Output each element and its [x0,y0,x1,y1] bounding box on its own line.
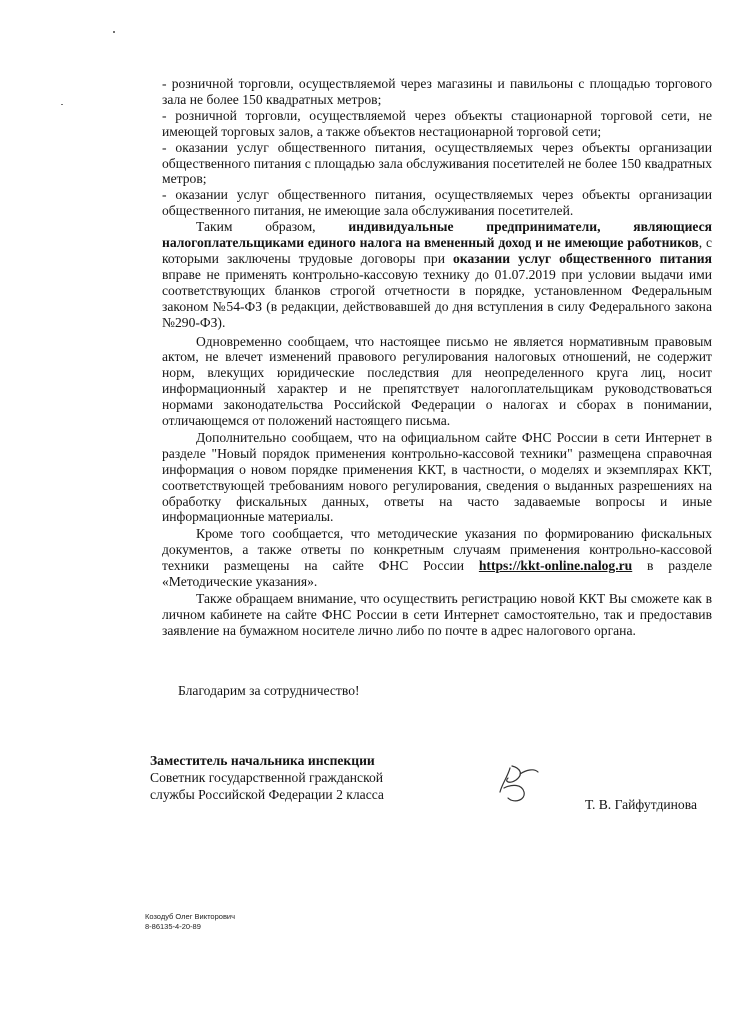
paragraph-conclusion [162,219,712,330]
scan-speck [113,31,115,33]
thanks-line: Благодарим за сотрудничество! [178,683,360,698]
signer-name: Т. В. Гайфутдинова [585,797,697,812]
text-run: Таким образом, [196,219,349,235]
signature-block [150,752,384,803]
contact-name: Козодуб Олег Викторович [145,912,236,921]
signer-title-line: службы Российской Федерации 2 класса [150,787,384,802]
handwritten-signature [490,760,550,808]
list-item: - розничной торговли, осуществляемой через объекты стационарной торговой сети, не имеющей торговых залов, а также объектов нестационарной торговой сети; [162,107,712,139]
signer-role: Заместитель начальника инспекции [150,753,375,768]
text-run: вправе не применять контрольно-кассовую технику до 01.07.2019 при условии выдачи ими соответствующих бланков строгой отчетности в порядке, установленном Федеральным законом №54-ФЗ (в редакции, действовавшей до дня вступления в силу Федерального закона №290-ФЗ). [162,266,712,330]
contact-block [145,912,235,932]
scan-speck [61,104,63,105]
text-run: Кроме того сообщается, что методические указания по формированию фискальных документов, а также ответы по конкретным случаям применения контрольно-кассовой техники размещены на сайте ФНС России [162,526,712,574]
paragraph-disclaimer: Одновременно сообщаем, что настоящее письмо не является нормативным правовым актом, не влечет изменений правового регулирования налоговых отношений, не содержит норм, влекущих юридические последствия для неопределенного круга лиц, носит информационный характер и не препятствует налогоплательщикам руководствоваться нормами законодательства Российской Федерации о налогах и сборах в понимании, отличающемся от положений настоящего письма. [162,333,712,429]
text-run: , с которыми заключены трудовые договоры при [162,235,712,266]
contact-phone: 8-86135-4-20-89 [145,922,201,931]
paragraph-guidelines [162,526,712,590]
paragraph-registration: Также обращаем внимание, что осуществить регистрацию новой ККТ Вы сможете как в личном кабинете на сайте ФНС России в сети Интернет самостоятельно, так и предоставив заявление на бумажном носителе лично либо по почте в адрес налогового органа. [162,591,712,638]
paragraph-website-info: Дополнительно сообщаем, что на официальном сайте ФНС России в сети Интернет в разделе "Новый порядок применения контрольно-кассовой техники" размещена справочная информация о новом порядке применения ККТ, в частности, о моделях и экземплярах ККТ, соответствующей требованиям нового регулирования, сведения о выданных разрешениях на обработку фискальных данных, ответы на часто задаваемые вопросы и иные информационные материалы. [162,429,712,525]
emphasis-catering: оказании услуг общественного питания [453,250,712,266]
list-item: - розничной торговли, осуществляемой через магазины и павильоны с площадью торгового зала не более 150 квадратных метров; [162,76,712,107]
list-item: - оказании услуг общественного питания, осуществляемых через объекты организации общественного питания с площадью зала обслуживания посетителей не более 150 квадратных метров; [162,139,712,187]
letter-body [162,76,712,639]
kkt-online-link[interactable]: https://kkt-online.nalog.ru [478,558,633,574]
list-item: - оказании услуг общественного питания, осуществляемых через объекты организации общественного питания, не имеющие зала обслуживания посетителей. [162,187,712,219]
text-run: в разделе «Методические указания». [162,558,712,590]
emphasis-entrepreneurs: индивидуальные предприниматели, являющиеся налогоплательщиками единого налога на вмененный доход и не имеющие работников [162,219,712,251]
signer-title-line: Советник государственной гражданской [150,770,384,785]
